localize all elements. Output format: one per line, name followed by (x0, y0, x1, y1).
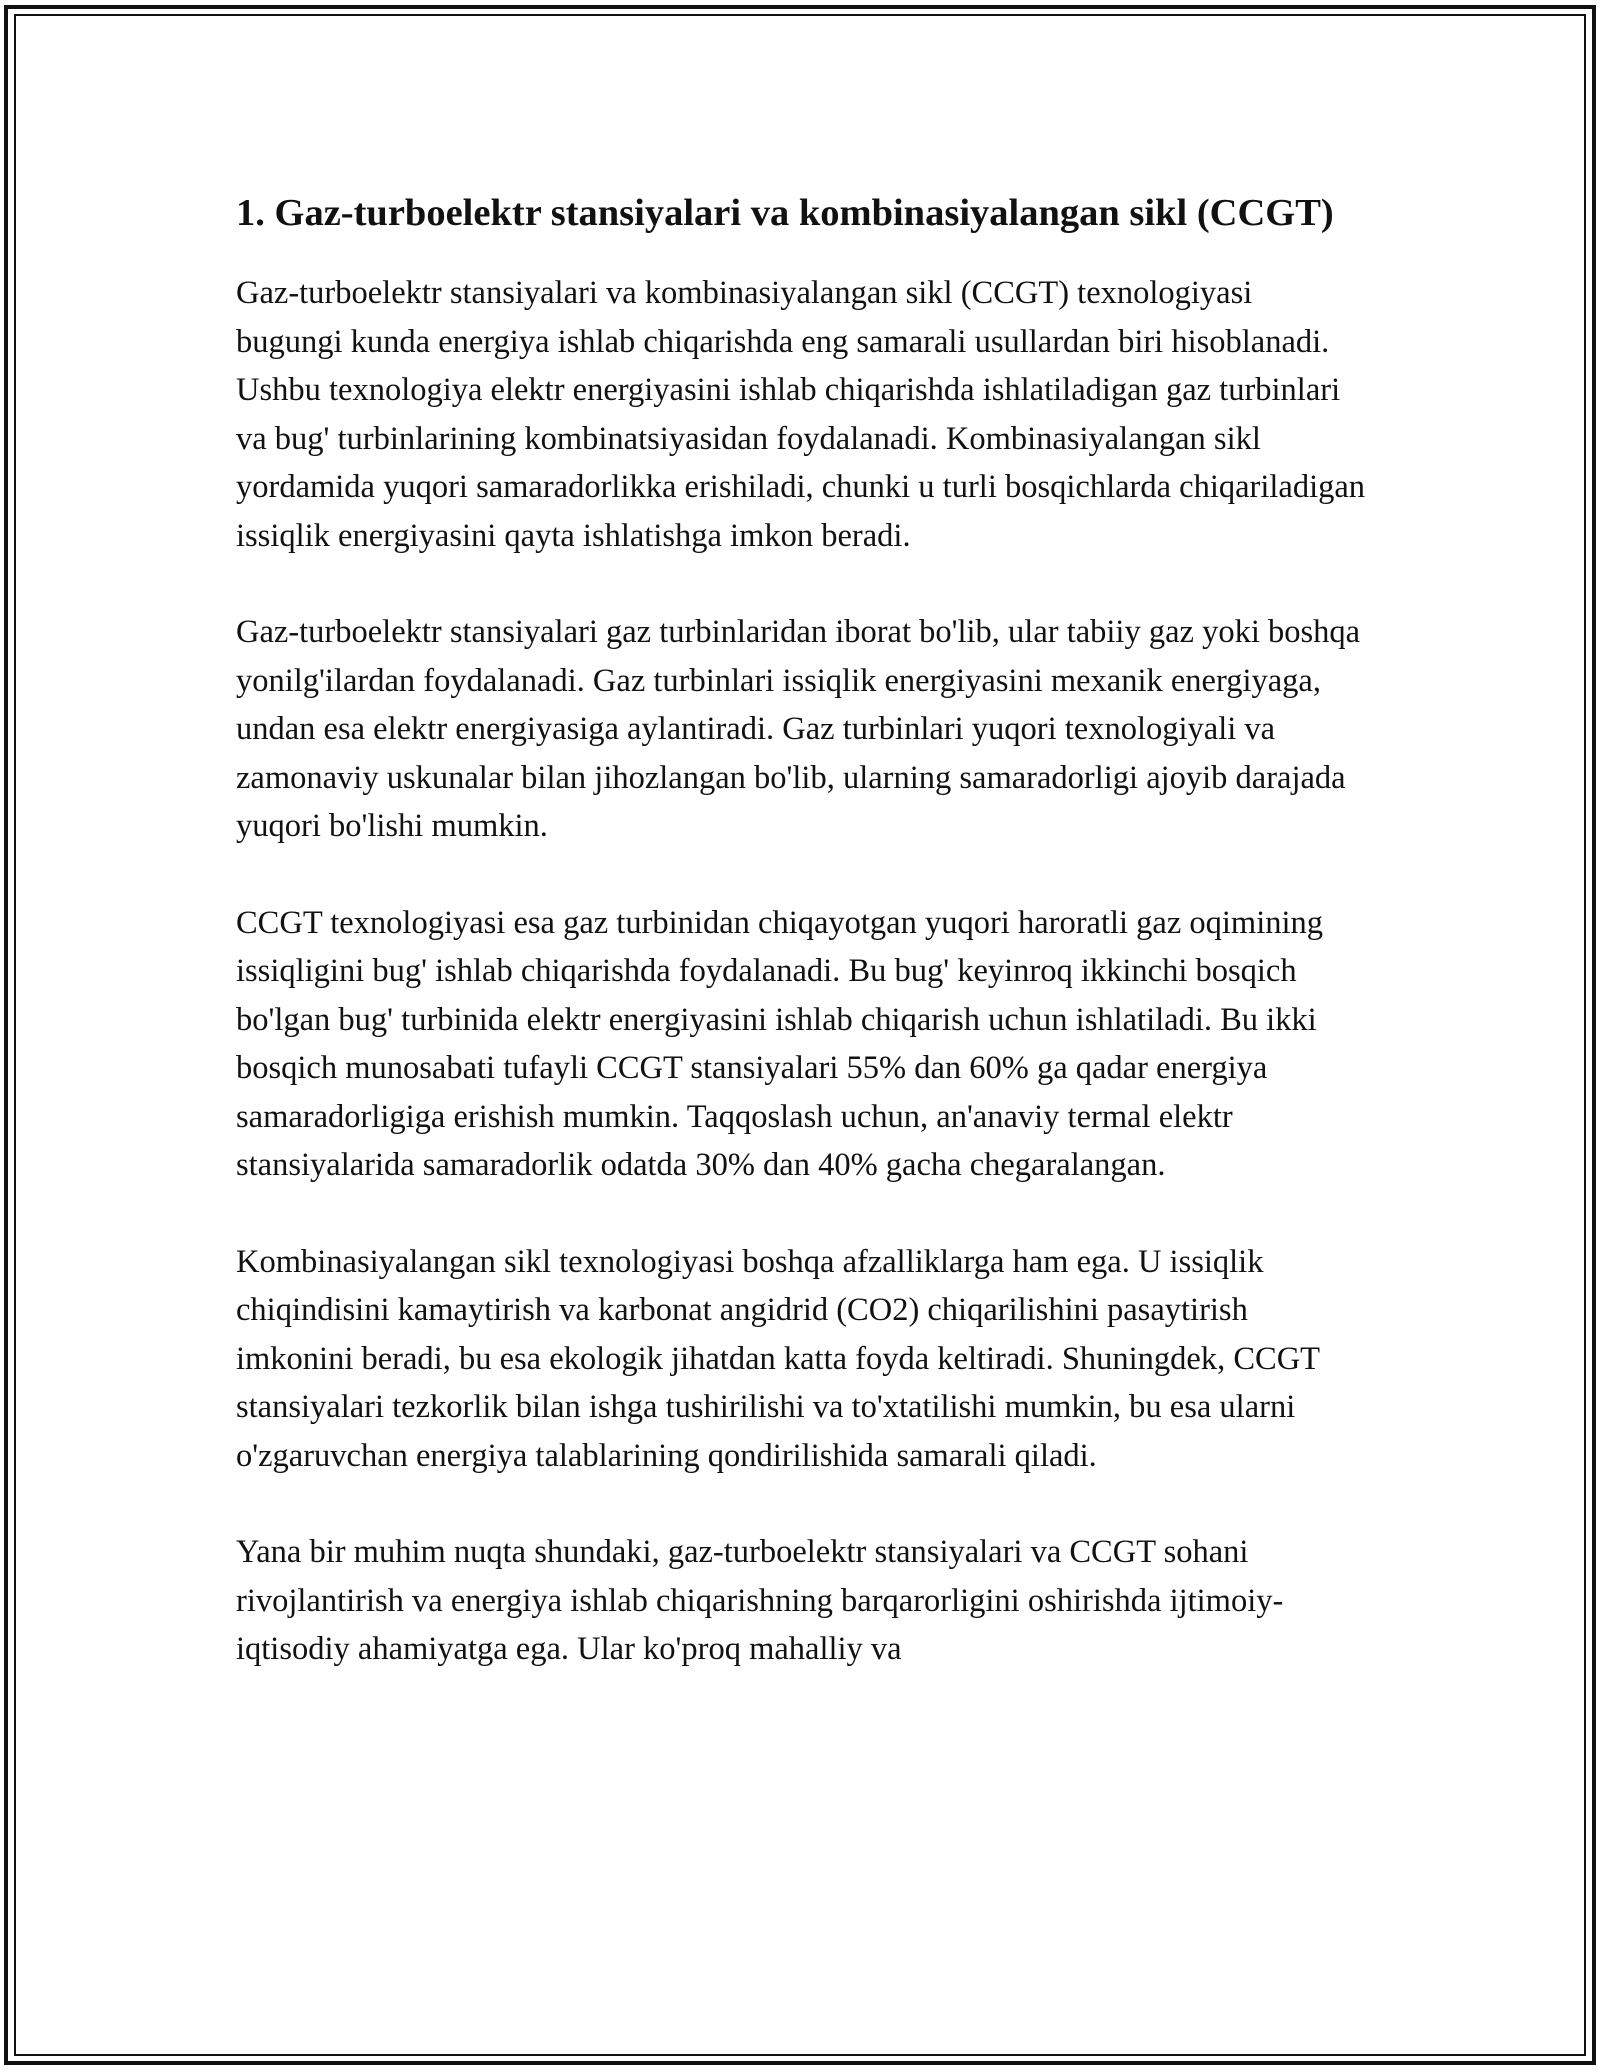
paragraph-advantages: Kombinasiyalangan sikl texnologiyasi boshqa afzalliklarga ham ega. U issiqlik chiqindisini kamaytirish va karbonat angidrid (CO2) chiqarilishini pasaytirish imkonini beradi, bu esa ekologik jihatdan katta foyda keltiradi. Shuningdek, CCGT stansiyalari tezkorlik bilan ishga tushirilishi va to'xtatilishi mumkin, bu esa ularni o'zgaruvchan energiya talablarining qondirilishida samarali qiladi. (236, 1243, 1320, 1474)
paragraph-socioeconomic: Yana bir muhim nuqta shundaki, gaz-turboelektr stansiyalari va CCGT sohani rivojlantirish va energiya ishlab chiqarishning barqarorligini oshirishda ijtimoiy-iqtisodiy ahamiyatga ega. Ular ko'proq mahalliy va (236, 1534, 1284, 1667)
section-heading: 1. Gaz-turboelektr stansiyalari va kombinasiyalangan sikl (CCGT) (236, 192, 1334, 234)
paragraph-ccgt-efficiency: CCGT texnologiyasi esa gaz turbinidan chiqayotgan yuqori haroratli gaz oqimining issiqligini bug' ishlab chiqarishda foydalanadi. Bu bug' keyinroq ikkinchi bosqich bo'lgan bug' turbinida elektr energiyasini ishlab chiqarish uchun ishlatiladi. Bu ikki bosqich munosabati tufayli CCGT stansiyalari 55% dan 60% ga qadar energiya samaradorligiga erishish mumkin. Taqqoslash uchun, an'anaviy termal elektr stansiyalarida samaradorlik odatda 30% dan 40% gacha chegaralangan. (236, 904, 1324, 1183)
paragraph-gas-turbines: Gaz-turboelektr stansiyalari gaz turbinlaridan iborat bo'lib, ular tabiiy gaz yoki boshqa yonilg'ilardan foydalanadi. Gaz turbinlari issiqlik energiyasini mexanik energiyaga, undan esa elektr energiyasiga aylantiradi. Gaz turbinlari yuqori texnologiyali va zamonaviy uskunalar bilan jihozlangan bo'lib, ularning samaradorligi ajoyib darajada yuqori bo'lishi mumkin. (236, 614, 1361, 844)
paragraph-ccgt-intro: Gaz-turboelektr stansiyalari va kombinasiyalangan sikl (CCGT) texnologiyasi bugungi kunda energiya ishlab chiqarishda eng samarali usullardan biri hisoblanadi. Ushbu texnologiya elektr energiyasini ishlab chiqarishda ishlatiladigan gaz turbinlari va bug' turbinlarining kombinatsiyasidan foydalanadi. Kombinasiyalangan sikl yordamida yuqori samaradorlikka erishiladi, chunki u turli bosqichlarda chiqariladigan issiqlik energiyasini qayta ishlatishga imkon beradi. (236, 275, 1366, 554)
document-body (236, 185, 1366, 1722)
